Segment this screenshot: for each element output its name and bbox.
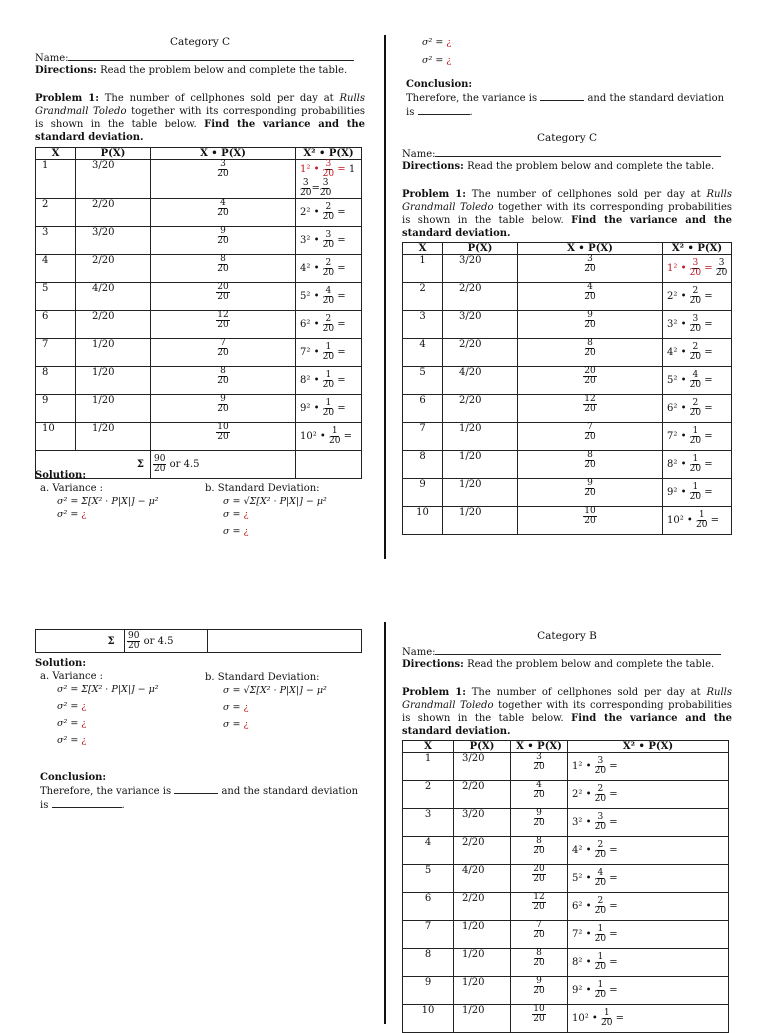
px-cell: 1/20 <box>454 949 511 977</box>
x-cell: 8 <box>403 949 454 977</box>
fraction: $\frac{20}{20}$ <box>584 366 596 386</box>
problem-text: Problem 1: The number of cellphones sold per day at Rulls Grandmall Toledo together with its corresponding probabilities is shown in the table below. Find the variance and the standard deviation. <box>35 93 365 143</box>
fraction: $\frac{1}{20}$ <box>322 342 335 362</box>
continued-variance: σ² = ¿ σ² = ¿ <box>422 37 452 66</box>
xpx-cell <box>518 255 663 283</box>
fraction: $\frac{3}{20}$ <box>300 178 312 198</box>
xpx-cell <box>518 451 663 479</box>
sum-row-table: Σ $\frac{90}{20}$ or 4.5 <box>35 629 362 653</box>
x-cell: 9 <box>403 479 443 507</box>
x2px-cell[interactable]: 9² • $\frac{1}{20}$ = <box>568 977 729 1005</box>
x2px-cell[interactable]: 4² • $\frac{2}{20}$ = <box>568 837 729 865</box>
x2px-cell[interactable]: 2² • $\frac{2}{20}$ = <box>568 781 729 809</box>
x-cell: 3 <box>36 227 76 255</box>
fraction: $\frac{12}{20}$ <box>584 394 596 414</box>
fraction: $\frac{1}{20}$ <box>601 1008 613 1028</box>
px-cell: 1/20 <box>443 423 518 451</box>
x-cell: 3 <box>403 809 454 837</box>
fraction: $\frac{9}{20}$ <box>217 394 229 414</box>
px-cell: 1/20 <box>443 451 518 479</box>
xpx-cell <box>518 423 663 451</box>
problem-text: Problem 1: The number of cellphones sold per day at Rulls Grandmall Toledo together with its corresponding probabilities is shown in the table below. Find the variance and the standard deviation. <box>402 687 732 737</box>
px-cell: 3/20 <box>454 753 511 781</box>
x-cell: 7 <box>36 339 76 367</box>
px-cell: 1/20 <box>76 395 151 423</box>
name-label: Name: <box>402 149 436 160</box>
table-row <box>403 809 729 837</box>
px-cell: 1/20 <box>443 479 518 507</box>
x-cell: 8 <box>36 367 76 395</box>
column-header: P(X) <box>443 243 518 255</box>
x2px-cell[interactable]: 9² • $\frac{1}{20}$ = <box>663 479 732 507</box>
xpx-cell <box>511 809 568 837</box>
table-row <box>403 507 732 535</box>
name-label: Name: <box>402 647 436 658</box>
table-row <box>403 451 732 479</box>
table-row <box>403 1005 729 1033</box>
px-cell: 2/20 <box>76 255 151 283</box>
fraction: $\frac{4}{20}$ <box>322 286 335 306</box>
fraction: $\frac{8}{20}$ <box>217 254 229 274</box>
x2px-cell[interactable]: 8² • $\frac{1}{20}$ = <box>296 367 362 395</box>
x2px-cell[interactable]: 10² • $\frac{1}{20}$ = <box>296 423 362 451</box>
solution-block: Solution: a. Variance : σ² = Σ[X² · P|X|] − μ² σ² = ¿ <box>35 470 159 520</box>
px-cell: 3/20 <box>76 160 151 199</box>
px-cell: 2/20 <box>443 395 518 423</box>
px-cell: 1/20 <box>454 921 511 949</box>
x2px-cell[interactable]: 2² • $\frac{2}{20}$ = <box>296 199 362 227</box>
fraction: $\frac{9}{20}$ <box>217 226 229 246</box>
xpx-cell <box>151 339 296 367</box>
table-row <box>36 199 362 227</box>
px-cell: 2/20 <box>454 781 511 809</box>
xpx-cell <box>151 160 296 199</box>
table-row <box>403 921 729 949</box>
xpx-cell <box>518 339 663 367</box>
fraction: $\frac{9}{20}$ <box>533 808 545 828</box>
x-cell: 5 <box>36 283 76 311</box>
fraction: $\frac{1}{20}$ <box>689 454 702 474</box>
x2px-cell[interactable]: 7² • $\frac{1}{20}$ = <box>568 921 729 949</box>
x-cell: 9 <box>36 395 76 423</box>
x2px-cell[interactable]: 5² • $\frac{4}{20}$ = <box>296 283 362 311</box>
fraction: $\frac{2}{20}$ <box>594 840 607 860</box>
table-row <box>403 893 729 921</box>
xpx-cell <box>511 753 568 781</box>
name-field[interactable] <box>35 51 354 64</box>
fraction: $\frac{7}{20}$ <box>533 920 545 940</box>
table-row <box>36 311 362 339</box>
fraction: $\frac{3}{20}$ <box>689 314 702 334</box>
column-header: X² • P(X) <box>568 741 729 753</box>
table-header-row <box>36 148 362 160</box>
probability-table <box>402 740 729 1033</box>
table-row <box>403 977 729 1005</box>
xpx-cell <box>511 949 568 977</box>
fraction: $\frac{4}{20}$ <box>594 868 607 888</box>
fraction: $\frac{2}{20}$ <box>689 342 702 362</box>
xpx-cell <box>511 893 568 921</box>
column-header: X² • P(X) <box>296 148 362 160</box>
fraction: $\frac{8}{20}$ <box>533 836 545 856</box>
px-cell: 3/20 <box>76 227 151 255</box>
x-cell: 2 <box>36 199 76 227</box>
x-cell: 5 <box>403 865 454 893</box>
fraction: $\frac{4}{20}$ <box>533 780 545 800</box>
xpx-cell <box>151 311 296 339</box>
table-row <box>403 753 729 781</box>
x-cell: 4 <box>403 339 443 367</box>
table-row <box>403 865 729 893</box>
fraction: $\frac{3}{20}$ <box>322 230 335 250</box>
fraction: $\frac{4}{20}$ <box>584 282 596 302</box>
fraction: $\frac{3}{20}$ <box>594 756 607 776</box>
x2px-cell[interactable]: 5² • $\frac{4}{20}$ = <box>568 865 729 893</box>
x2px-cell[interactable]: 6² • $\frac{2}{20}$ = <box>663 395 732 423</box>
table-row <box>36 227 362 255</box>
table-row <box>403 339 732 367</box>
fraction: $\frac{1}{20}$ <box>329 426 341 446</box>
fraction: $\frac{8}{20}$ <box>584 450 596 470</box>
name-label: Name: <box>35 53 69 64</box>
xpx-cell <box>511 1005 568 1033</box>
px-cell: 1/20 <box>76 367 151 395</box>
fraction: $\frac{7}{20}$ <box>584 422 596 442</box>
fraction: $\frac{3}{20}$ <box>322 159 335 179</box>
px-cell: 3/20 <box>443 255 518 283</box>
fraction: $\frac{1}{20}$ <box>594 924 607 944</box>
fraction: $\frac{1}{20}$ <box>689 426 702 446</box>
table-header-row <box>403 243 732 255</box>
fraction: $\frac{8}{20}$ <box>584 338 596 358</box>
x2px-cell[interactable]: 7² • $\frac{1}{20}$ = <box>663 423 732 451</box>
fraction: $\frac{8}{20}$ <box>533 948 545 968</box>
xpx-cell <box>151 367 296 395</box>
x-cell: 4 <box>403 837 454 865</box>
fraction: $\frac{2}{20}$ <box>689 286 702 306</box>
x-cell: 10 <box>36 423 76 451</box>
xpx-cell <box>511 865 568 893</box>
sd-block: b. Standard Deviation: σ = √Σ[X² · P|X|] − μ² σ = ¿ σ = ¿ <box>205 672 327 730</box>
category-title: Category C <box>536 132 598 144</box>
x-cell: 10 <box>403 1005 454 1033</box>
sd-block: b. Standard Deviation: σ = √Σ[X² · P|X|] − μ² σ = ¿ σ = ¿ <box>205 483 327 537</box>
x-cell: 2 <box>403 283 443 311</box>
x-cell: 3 <box>403 311 443 339</box>
probability-table <box>402 242 732 535</box>
sum-cell: $\frac{90}{20}$ or 4.5 <box>151 451 296 479</box>
directions: Directions: Read the problem below and complete the table. <box>402 161 715 172</box>
fraction: $\frac{3}{20}$ <box>689 258 702 278</box>
x-cell: 9 <box>403 977 454 1005</box>
x-cell: 8 <box>403 451 443 479</box>
x2px-cell[interactable]: 9² • $\frac{1}{20}$ = <box>296 395 362 423</box>
fraction: $\frac{2}{20}$ <box>689 398 702 418</box>
x2px-cell[interactable]: 7² • $\frac{1}{20}$ = <box>296 339 362 367</box>
probability-table <box>35 147 362 479</box>
directions: Directions: Read the problem below and complete the table. <box>402 659 715 670</box>
x-cell: 1 <box>403 255 443 283</box>
xpx-cell <box>151 395 296 423</box>
table-row <box>403 423 732 451</box>
xpx-cell <box>511 781 568 809</box>
table-row <box>36 283 362 311</box>
xpx-cell <box>518 395 663 423</box>
xpx-cell <box>151 227 296 255</box>
x2px-cell[interactable]: 10² • $\frac{1}{20}$ = <box>568 1005 729 1033</box>
column-header: P(X) <box>454 741 511 753</box>
px-cell: 1/20 <box>76 339 151 367</box>
x2px-cell[interactable]: 3² • $\frac{3}{20}$ = <box>296 227 362 255</box>
x2px-cell[interactable]: 4² • $\frac{2}{20}$ = <box>663 339 732 367</box>
x2px-cell[interactable]: 5² • $\frac{4}{20}$ = <box>663 367 732 395</box>
fraction: $\frac{7}{20}$ <box>217 338 229 358</box>
column-header: X² • P(X) <box>663 243 732 255</box>
x-cell: 6 <box>36 311 76 339</box>
fraction: $\frac{10}{20}$ <box>217 422 229 442</box>
table-row <box>403 781 729 809</box>
table-row <box>403 283 732 311</box>
xpx-cell <box>518 283 663 311</box>
px-cell: 2/20 <box>454 837 511 865</box>
name-field[interactable] <box>402 147 721 160</box>
xpx-cell <box>151 283 296 311</box>
xpx-cell <box>518 479 663 507</box>
fraction: $\frac{90}{20}$ <box>154 454 166 474</box>
table-header-row <box>403 741 729 753</box>
page-divider-bottom <box>384 622 386 1024</box>
column-header: P(X) <box>76 148 151 160</box>
fraction: $\frac{20}{20}$ <box>217 282 229 302</box>
x-cell: 7 <box>403 921 454 949</box>
column-header: X <box>403 243 443 255</box>
xpx-cell <box>518 367 663 395</box>
fraction: $\frac{3}{20}$ <box>584 254 596 274</box>
fraction: $\frac{12}{20}$ <box>217 310 229 330</box>
category-title: Category B <box>537 630 597 642</box>
x-cell: 5 <box>403 367 443 395</box>
table-row <box>403 837 729 865</box>
solution-block: Solution: a. Variance : σ² = Σ[X² · P|X|] − μ² σ² = ¿ σ² = ¿ σ² = ¿ <box>35 658 159 746</box>
px-cell: 2/20 <box>454 893 511 921</box>
fraction: $\frac{9}{20}$ <box>533 976 545 996</box>
x-cell: 4 <box>36 255 76 283</box>
fraction: $\frac{2}{20}$ <box>322 258 335 278</box>
fraction: $\frac{3}{20}$ <box>319 178 332 198</box>
fraction: $\frac{2}{20}$ <box>322 314 335 334</box>
x2px-cell[interactable]: 8² • $\frac{1}{20}$ = <box>568 949 729 977</box>
x2px-cell[interactable]: 3² • $\frac{3}{20}$ = <box>663 311 732 339</box>
table-row <box>403 395 732 423</box>
xpx-cell <box>151 423 296 451</box>
column-header: X • P(X) <box>518 243 663 255</box>
table-row <box>36 423 362 451</box>
px-cell: 2/20 <box>443 283 518 311</box>
x2px-cell[interactable]: 2² • $\frac{2}{20}$ = <box>663 283 732 311</box>
xpx-cell <box>511 921 568 949</box>
px-cell: 2/20 <box>76 311 151 339</box>
table-row <box>403 311 732 339</box>
fraction: $\frac{12}{20}$ <box>533 892 545 912</box>
xpx-cell <box>518 311 663 339</box>
x-cell: 6 <box>403 893 454 921</box>
column-header: X • P(X) <box>511 741 568 753</box>
problem-text: Problem 1: The number of cellphones sold per day at Rulls Grandmall Toledo together with its corresponding probabilities is shown in the table below. Find the variance and the standard deviation. <box>402 189 732 239</box>
fraction: $\frac{3}{20}$ <box>533 752 545 772</box>
x-cell: 7 <box>403 423 443 451</box>
fraction: $\frac{1}{20}$ <box>594 952 607 972</box>
fraction: $\frac{2}{20}$ <box>594 784 607 804</box>
x-cell: 1 <box>403 753 454 781</box>
xpx-cell <box>511 837 568 865</box>
x2px-cell[interactable]: 4² • $\frac{2}{20}$ = <box>296 255 362 283</box>
x2px-cell[interactable]: 10² • $\frac{1}{20}$ = <box>663 507 732 535</box>
xpx-cell <box>518 507 663 535</box>
page-divider-top <box>384 35 386 559</box>
x2px-cell[interactable]: 8² • $\frac{1}{20}$ = <box>663 451 732 479</box>
x2px-cell[interactable]: 6² • $\frac{2}{20}$ = <box>568 893 729 921</box>
px-cell: 1/20 <box>454 1005 511 1033</box>
conclusion-bottom: Conclusion: Therefore, the variance is and the standard deviation is . <box>40 772 359 811</box>
fraction: $\frac{1}{20}$ <box>322 370 335 390</box>
table-row <box>403 255 732 283</box>
fraction: $\frac{1}{20}$ <box>594 980 607 1000</box>
px-cell: 3/20 <box>454 809 511 837</box>
xpx-cell <box>511 977 568 1005</box>
column-header: X • P(X) <box>151 148 296 160</box>
sum-symbol: Σ <box>136 459 144 470</box>
xpx-cell <box>151 255 296 283</box>
table-row <box>36 367 362 395</box>
fraction: $\frac{9}{20}$ <box>584 478 596 498</box>
x2px-cell[interactable]: 3² • $\frac{3}{20}$ = <box>568 809 729 837</box>
x-cell: 1 <box>36 160 76 199</box>
x-cell: 10 <box>403 507 443 535</box>
fraction: $\frac{1}{20}$ <box>322 398 335 418</box>
px-cell: 4/20 <box>454 865 511 893</box>
table-row <box>36 395 362 423</box>
fraction: $\frac{2}{20}$ <box>322 202 335 222</box>
fraction: $\frac{1}{20}$ <box>696 510 708 530</box>
fraction: $\frac{2}{20}$ <box>594 896 607 916</box>
table-row <box>403 479 732 507</box>
directions: Directions: Read the problem below and complete the table. <box>35 65 348 76</box>
x2px-cell[interactable]: 1² • $\frac{3}{20}$ = 1 $\frac{3}{20}$ = $\frac{3}{20}$ <box>296 160 362 199</box>
table-row <box>403 949 729 977</box>
table-row <box>36 160 362 199</box>
x-cell: 2 <box>403 781 454 809</box>
fraction: $\frac{9}{20}$ <box>584 310 596 330</box>
fraction: $\frac{3}{20}$ <box>715 258 728 278</box>
px-cell: 1/20 <box>454 977 511 1005</box>
column-header: X <box>36 148 76 160</box>
table-row <box>36 339 362 367</box>
table-row <box>403 367 732 395</box>
x-cell: 6 <box>403 395 443 423</box>
fraction: $\frac{3}{20}$ <box>217 159 229 179</box>
fraction: $\frac{4}{20}$ <box>689 370 702 390</box>
x2px-cell[interactable]: 6² • $\frac{2}{20}$ = <box>296 311 362 339</box>
px-cell: 4/20 <box>443 367 518 395</box>
fraction: $\frac{1}{20}$ <box>689 482 702 502</box>
fraction: $\frac{8}{20}$ <box>217 366 229 386</box>
category-title: Category C <box>169 36 231 48</box>
px-cell: 1/20 <box>76 423 151 451</box>
fraction: $\frac{20}{20}$ <box>533 864 545 884</box>
fraction: $\frac{10}{20}$ <box>584 506 596 526</box>
px-cell: 1/20 <box>443 507 518 535</box>
fraction: $\frac{4}{20}$ <box>217 198 229 218</box>
x2px-cell[interactable]: 1² • $\frac{3}{20}$ = <box>568 753 729 781</box>
px-cell: 2/20 <box>76 199 151 227</box>
column-header: X <box>403 741 454 753</box>
table-row <box>36 255 362 283</box>
x2px-cell[interactable]: 1² • $\frac{3}{20}$ = $\frac{3}{20}$ <box>663 255 732 283</box>
name-field[interactable] <box>402 645 721 658</box>
fraction: $\frac{10}{20}$ <box>533 1004 545 1024</box>
fraction: $\frac{3}{20}$ <box>594 812 607 832</box>
xpx-cell <box>151 199 296 227</box>
px-cell: 4/20 <box>76 283 151 311</box>
conclusion-top: Conclusion: Therefore, the variance is and the standard deviation is . <box>406 79 725 118</box>
px-cell: 2/20 <box>443 339 518 367</box>
px-cell: 3/20 <box>443 311 518 339</box>
